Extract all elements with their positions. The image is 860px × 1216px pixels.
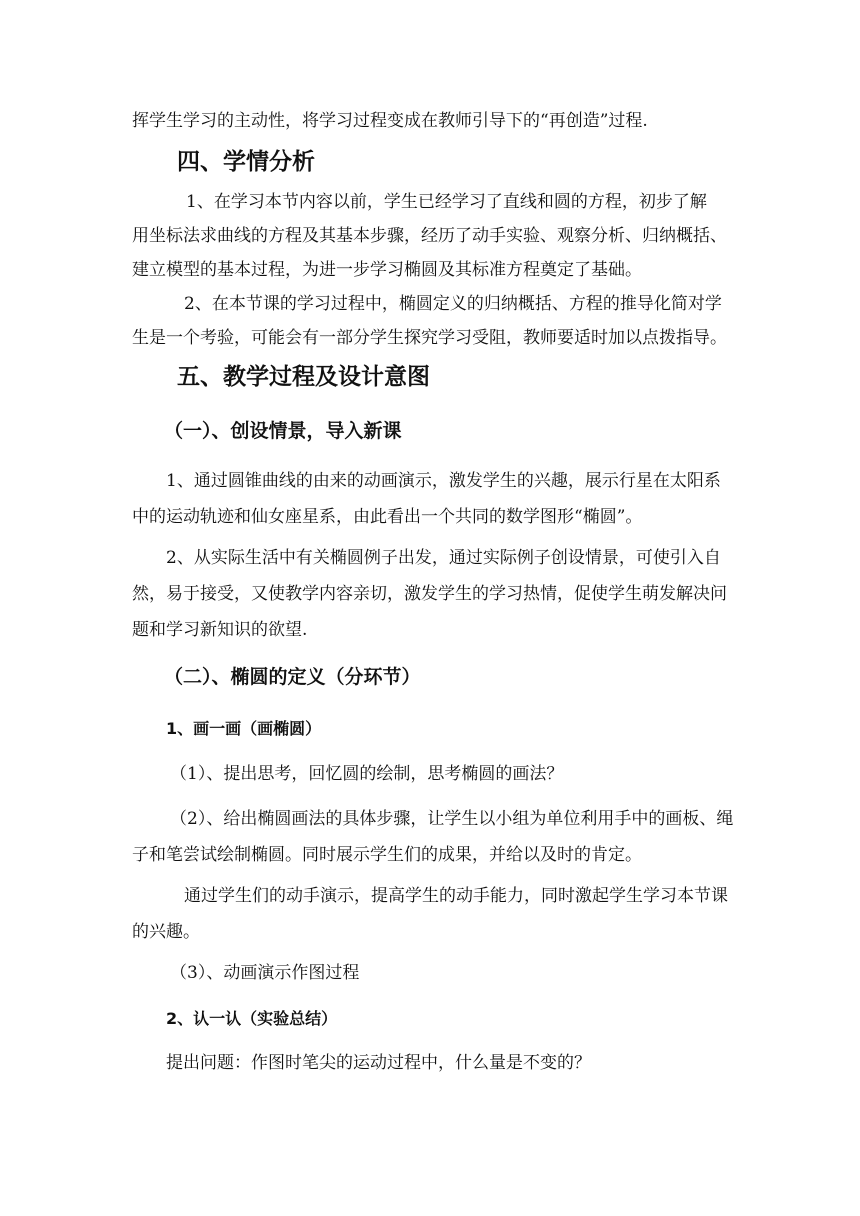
intro-line: 挥学生学习的主动性，将学习过程变成在教师引导下的“再创造”过程. — [132, 111, 648, 131]
step-1-item-1: （1）、提出思考，回忆圆的绘制，思考椭圆的画法？ — [170, 764, 564, 784]
subsection-1-para2-line3: 题和学习新知识的欲望. — [132, 620, 308, 640]
section-4-para2-line1: 2、在本节课的学习过程中，椭圆定义的归纳概括、方程的推导化简对学 — [184, 294, 722, 314]
section-4-para1-line1: 1、在学习本节内容以前，学生已经学习了直线和圆的方程，初步了解 — [186, 192, 707, 212]
subsection-2-heading: （二）、椭圆的定义（分环节） — [164, 666, 421, 688]
step-1-item-2-line2: 子和笔尝试绘制椭圆。同时展示学生们的成果，并给以及时的肯定。 — [132, 845, 642, 865]
section-4-heading: 四、学情分析 — [177, 149, 315, 175]
step-1-note-line2: 的兴趣。 — [132, 922, 200, 942]
section-4-para1-line3: 建立模型的基本过程，为进一步学习椭圆及其标准方程奠定了基础。 — [132, 260, 642, 280]
step-1-note-line1: 通过学生们的动手演示，提高学生的动手能力，同时激起学生学习本节课 — [184, 886, 728, 906]
step-1-item-2-line1: （2）、给出椭圆画法的具体步骤，让学生以小组为单位利用手中的画板、绳 — [170, 809, 734, 829]
subsection-1-para1-line1: 1、通过圆锥曲线的由来的动画演示，激发学生的兴趣，展示行星在太阳系 — [166, 471, 721, 491]
subsection-1-para2-line1: 2、从实际生活中有关椭圆例子出发，通过实际例子创设情景，可使引入自 — [166, 548, 721, 568]
subsection-1-para1-line2: 中的运动轨迹和仙女座星系，由此看出一个共同的数学图形“椭圆”。 — [132, 507, 643, 527]
subsection-1-heading: （一）、创设情景，导入新课 — [164, 420, 402, 442]
step-1-item-3: （3）、动画演示作图过程 — [170, 963, 360, 983]
step-2-question: 提出问题：作图时笔尖的运动过程中，什么量是不变的？ — [166, 1053, 591, 1073]
section-5-heading: 五、教学过程及设计意图 — [177, 364, 430, 390]
step-2-heading: 2、认一认（实验总结） — [166, 1009, 338, 1028]
section-4-para1-line2: 用坐标法求曲线的方程及其基本步骤，经历了动手实验、观察分析、归纳概括、 — [132, 226, 727, 246]
step-1-heading: 1、画一画（画椭圆） — [166, 719, 322, 738]
section-4-para2-line2: 生是一个考验，可能会有一部分学生探究学习受阻，教师要适时加以点拨指导。 — [132, 328, 727, 348]
subsection-1-para2-line2: 然，易于接受，又使教学内容亲切，激发学生的学习热情，促使学生萌发解决问 — [132, 584, 727, 604]
